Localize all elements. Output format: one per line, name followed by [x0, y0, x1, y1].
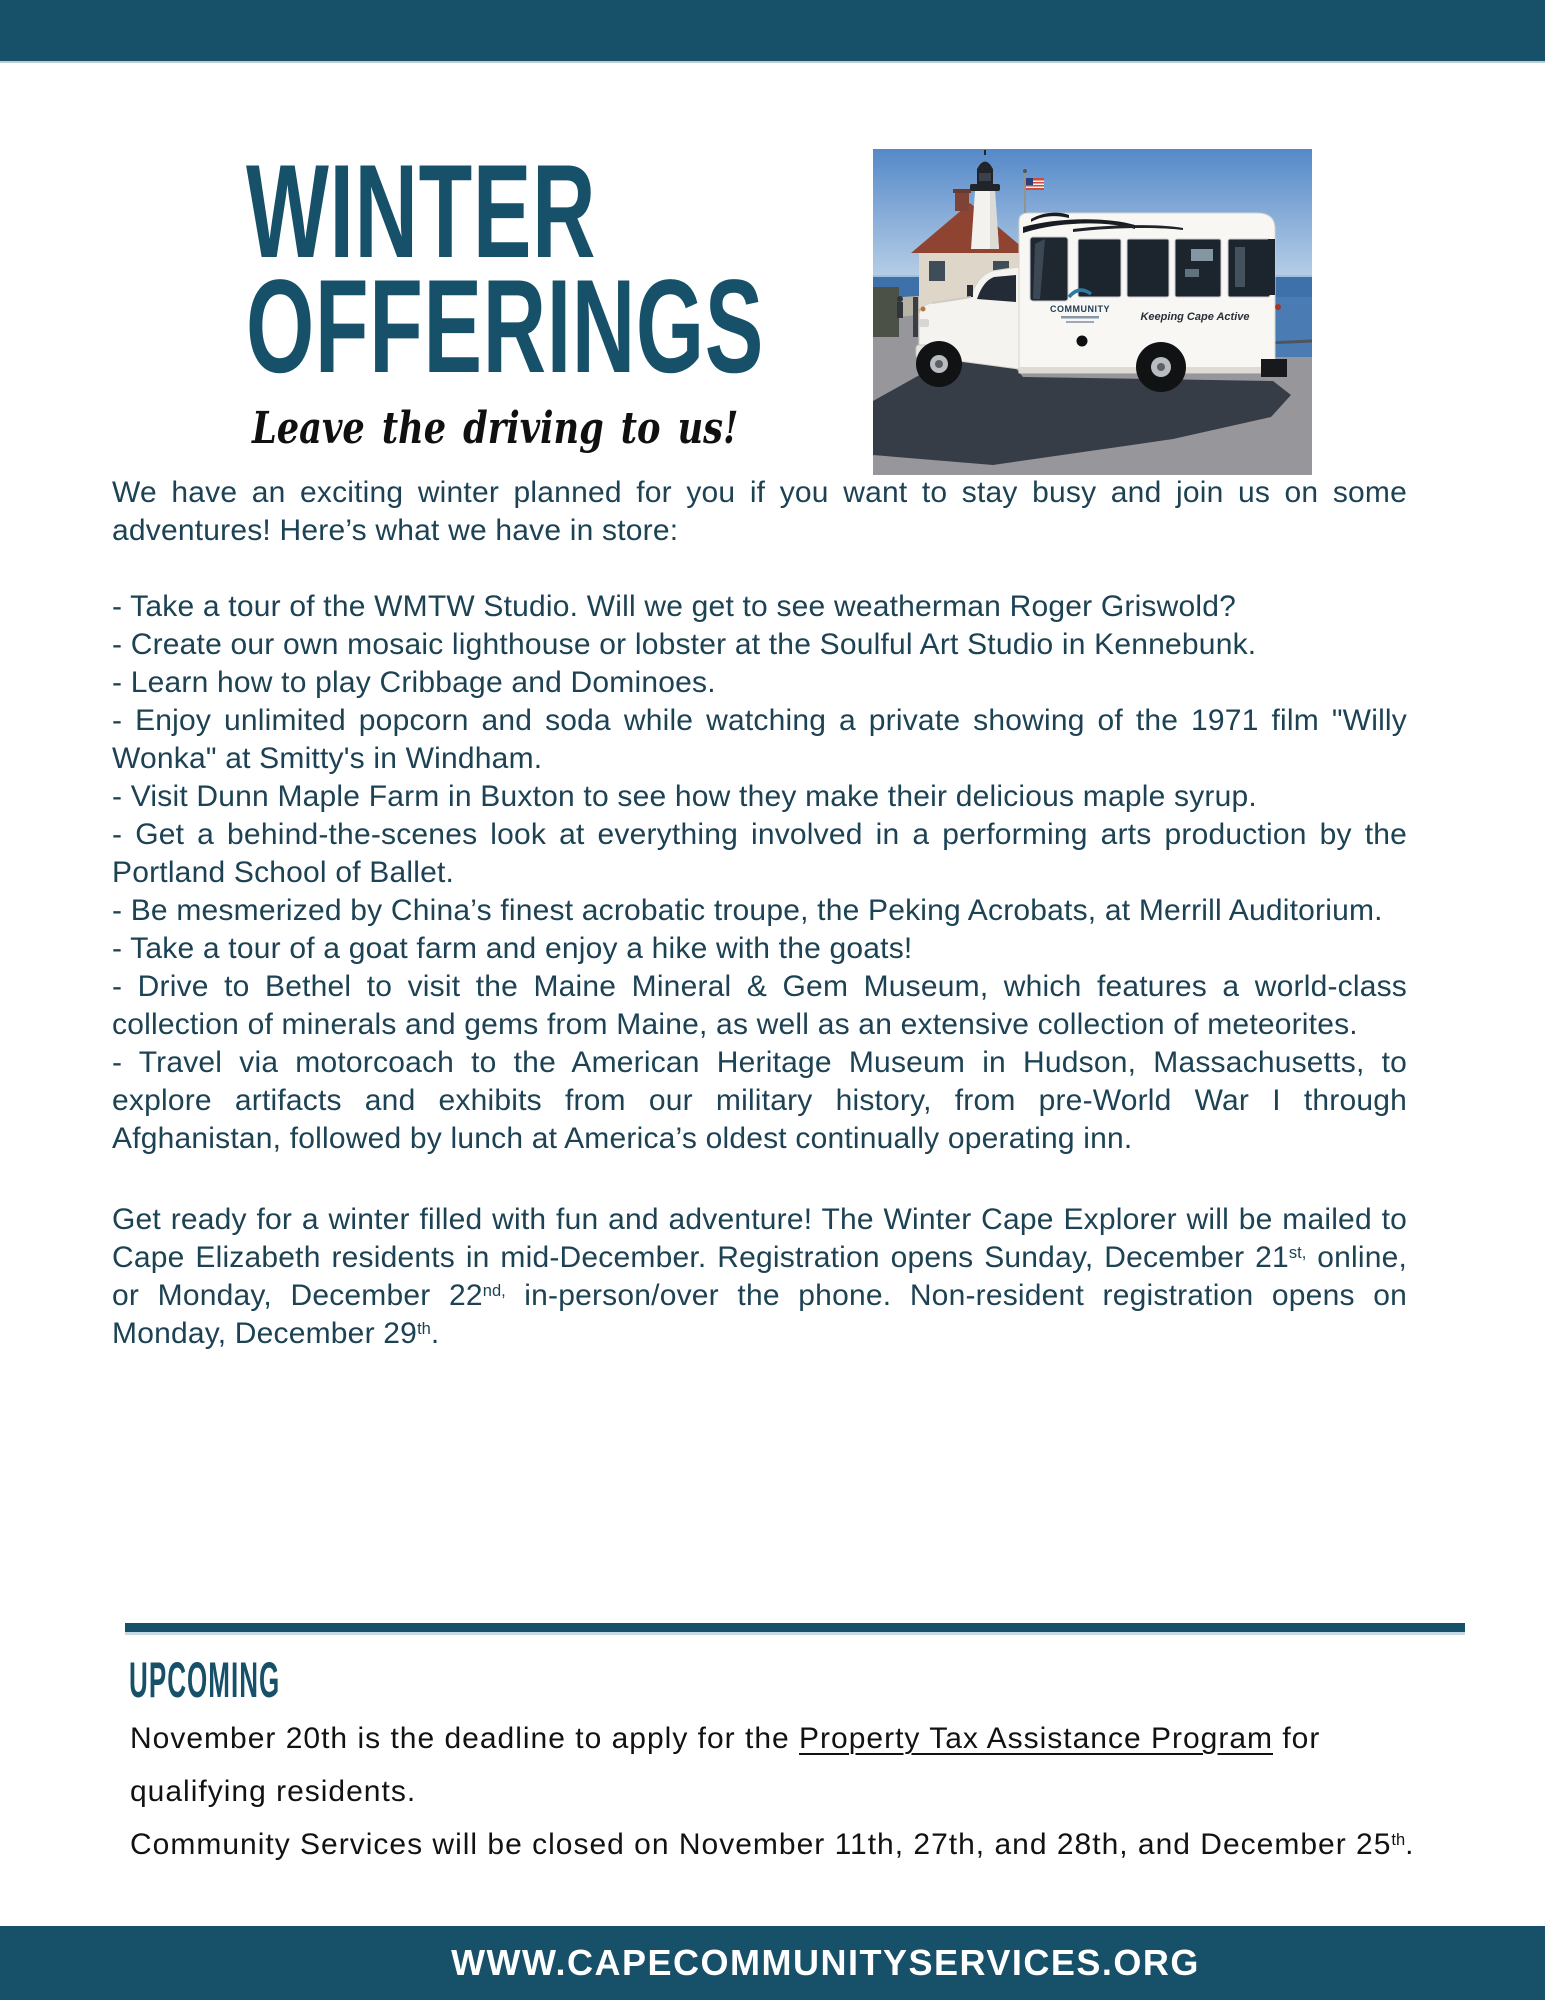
tagline: Leave the driving to us! [252, 403, 739, 454]
upcoming-section [130, 1712, 1420, 1871]
footer-url[interactable]: WWW.CAPECOMMUNITYSERVICES.ORG [451, 1942, 1200, 1983]
activity-item: - Take a tour of a goat farm and enjoy a hike with the goats! [112, 932, 913, 965]
fuel-cap [1077, 336, 1088, 347]
upcoming-item-closures: Community Services will be closed on November 11th, 27th, and 28th, and December 25th. [130, 1828, 1415, 1861]
bus-photo [873, 149, 1312, 475]
property-tax-link[interactable]: Property Tax Assistance Program [799, 1722, 1274, 1755]
title-line-winter: WINTER [246, 138, 597, 286]
rear-wheel [1136, 342, 1186, 392]
bus-photo-illustration [873, 149, 1312, 475]
section-divider [125, 1623, 1465, 1632]
activity-item: - Learn how to play Cribbage and Dominoes. [112, 666, 716, 699]
activity-item: - Take a tour of the WMTW Studio. Will we get to see weatherman Roger Griswold? [112, 590, 1237, 623]
activity-item: - Travel via motorcoach to the American Heritage Museum in Hudson, Massachusetts, to explore artifacts and exhibits from our military history, from pre-World War I through Afghanistan, followed by lunch at America’s oldest continually operating inn. [112, 1046, 1407, 1155]
top-bar [0, 0, 1545, 63]
bus-logo-text: COMMUNITY [1050, 304, 1110, 314]
footer-bar [0, 1926, 1545, 2000]
activity-item: - Be mesmerized by China’s finest acrobatic troupe, the Peking Acrobats, at Merrill Auditorium. [112, 894, 1383, 927]
upcoming-item-deadline: November 20th is the deadline to apply for the Property Tax Assistance Program for qualifying residents. [130, 1722, 1321, 1808]
bushes [873, 287, 899, 337]
activity-item: - Visit Dunn Maple Farm in Buxton to see how they make their delicious maple syrup. [112, 780, 1257, 813]
intro-paragraph: We have an exciting winter planned for you if you want to stay busy and join us on some adventures! Here’s what we have in store: [112, 476, 1407, 547]
bus-slogan-text: Keeping Cape Active [1140, 311, 1250, 323]
activity-item: - Enjoy unlimited popcorn and soda while watching a private showing of the 1971 film "Willy Wonka" at Smitty's in Windham. [112, 704, 1407, 775]
title-line-offerings: OFFERINGS [246, 253, 765, 401]
body-content [112, 474, 1407, 1353]
activity-item: - Get a behind-the-scenes look at everything involved in a performing arts production by the Portland School of Ballet. [112, 818, 1407, 889]
activity-item: - Drive to Bethel to visit the Maine Mineral & Gem Museum, which features a world-class collection of minerals and gems from Maine, as well as an extensive collection of meteorites. [112, 970, 1407, 1041]
front-wheel [916, 341, 962, 387]
upcoming-heading: UPCOMING [129, 1652, 281, 1708]
side-windows [1078, 239, 1275, 297]
rear-bumper [1261, 359, 1287, 377]
activity-item: - Create our own mosaic lighthouse or lobster at the Soulful Art Studio in Kennebunk. [112, 628, 1257, 661]
closing-paragraph: Get ready for a winter filled with fun and adventure! The Winter Cape Explorer will be mailed to Cape Elizabeth residents in mid-December. Registration opens Sunday, December $21^{st,}$ online, or Monday, December $22^{nd,}$ in-person/over the phone. Non-resident registration opens on Monday, December 29th. [112, 1203, 1408, 1350]
page-title [246, 138, 765, 401]
